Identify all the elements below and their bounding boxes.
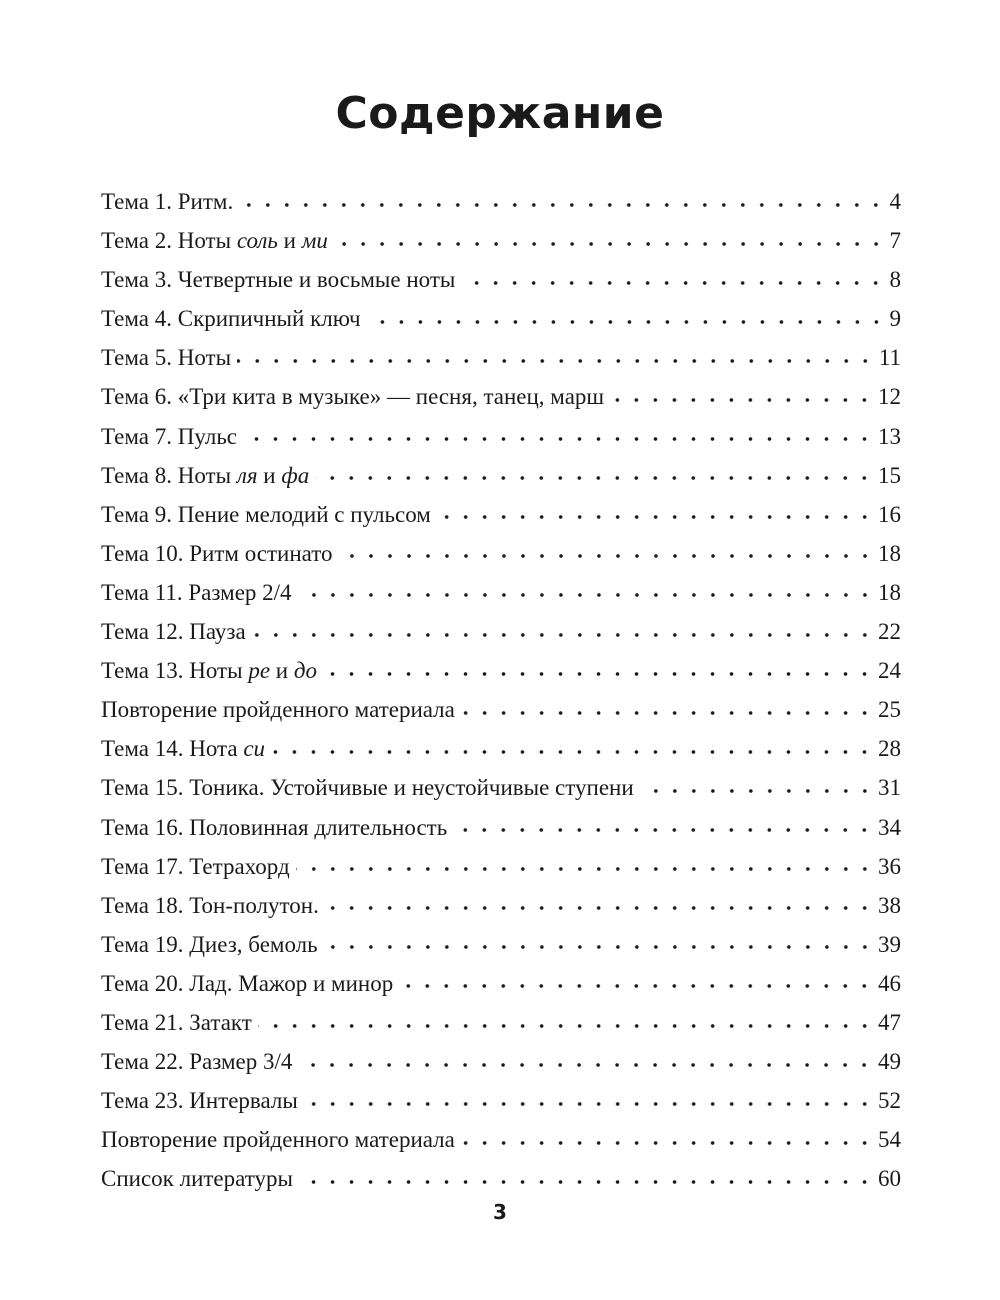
toc-entry-title-text: Тема 15. Тоника. Устойчивые и неустойчивые ступени	[101, 775, 634, 801]
toc-entry-title	[101, 299, 361, 338]
toc-entry-title-text: и	[277, 228, 302, 254]
toc-entry	[101, 221, 901, 260]
toc-entry-title	[101, 417, 237, 456]
toc-entry-title-italic: си	[243, 736, 266, 762]
toc-entry	[101, 808, 901, 847]
table-of-contents	[101, 182, 901, 1198]
toc-entry-page-number: 12	[878, 384, 901, 410]
toc-entry-page-number: 9	[889, 306, 901, 332]
toc-entry-page-number: 34	[878, 814, 901, 840]
toc-entry-title	[101, 182, 233, 221]
toc-entry	[101, 1120, 901, 1159]
dot-leader	[324, 944, 874, 950]
toc-entry-page-number: 25	[878, 697, 901, 723]
toc-entry-page-number: 31	[878, 775, 901, 801]
toc-entry-page-number: 4	[889, 189, 901, 214]
toc-entry	[101, 299, 901, 338]
toc-entry	[101, 1159, 901, 1198]
toc-entry-title-text: Тема 2. Ноты	[101, 228, 237, 254]
toc-entry-page-number: 28	[878, 736, 901, 762]
toc-entry-title-text: Повторение пройденного материала	[101, 1127, 455, 1153]
toc-entry-title-text: Тема 3. Четвертные и восьмые ноты	[101, 267, 456, 293]
dot-leader	[299, 1179, 874, 1185]
toc-entry-title-text: Тема 11. Размер 2/4	[101, 579, 292, 605]
dot-leader	[258, 1023, 874, 1029]
toc-entry-title-text: Тема 13. Ноты	[101, 658, 249, 684]
toc-entry-title-italic: ля	[236, 462, 258, 488]
toc-entry-title	[101, 1003, 252, 1042]
toc-entry-title	[101, 534, 333, 573]
dot-leader	[399, 983, 874, 989]
toc-entry-title-text: Тема 9. Пение мелодий с пульсом	[101, 501, 431, 527]
toc-entry	[101, 847, 901, 886]
toc-entry	[101, 729, 901, 768]
toc-entry	[101, 651, 901, 690]
toc-entry-title-text: Повторение пройденного материала	[101, 697, 455, 723]
toc-entry-title	[101, 1042, 292, 1081]
toc-entry	[101, 1081, 901, 1120]
toc-entry-title-text: Тема 20. Лад. Мажор и минор	[101, 970, 394, 996]
toc-entry	[101, 573, 901, 612]
toc-entry-page-number: 22	[878, 619, 901, 645]
toc-entry	[101, 768, 901, 807]
toc-entry-title	[101, 573, 292, 612]
toc-entry	[101, 925, 901, 964]
toc-entry-title-italic: ре	[248, 658, 271, 684]
toc-entry-title-text: Тема 17. Тетрахорд	[101, 853, 290, 879]
toc-entry-title	[101, 221, 328, 260]
toc-entry-title-text: Тема 12. Пауза	[101, 619, 246, 645]
dot-leader	[334, 241, 886, 247]
toc-entry-title-text: Тема 8. Ноты	[101, 462, 237, 488]
dot-leader	[243, 436, 874, 442]
toc-entry	[101, 964, 901, 1003]
toc-entry-page-number: 8	[889, 267, 901, 293]
dot-leader	[453, 827, 874, 833]
dot-leader	[252, 632, 874, 638]
toc-entry-title-text: Тема 7. Пульс	[101, 423, 238, 449]
toc-entry-title-italic: ми	[301, 228, 328, 254]
toc-entry-title	[101, 651, 317, 690]
dot-leader	[325, 905, 874, 911]
toc-entry	[101, 690, 901, 729]
toc-entry-title-text: Тема 10. Ритм остинато	[101, 540, 333, 566]
toc-entry-title	[101, 495, 431, 534]
toc-entry-title-text: Тема 5. Ноты	[101, 345, 232, 371]
page-title: Содержание	[335, 88, 665, 139]
toc-entry-title	[101, 690, 455, 729]
toc-entry-page-number: 47	[878, 1009, 901, 1035]
toc-entry-title-text: Тема 21. Затакт	[101, 1009, 252, 1035]
toc-entry-title-italic: до	[293, 658, 317, 684]
dot-leader	[315, 475, 874, 481]
toc-entry-title	[101, 768, 634, 807]
dot-leader	[437, 514, 874, 520]
toc-entry	[101, 456, 901, 495]
toc-entry-page-number: 52	[878, 1088, 901, 1114]
toc-entry-title	[101, 847, 290, 886]
dot-leader	[610, 397, 874, 403]
dot-leader	[298, 1062, 874, 1068]
toc-entry-page-number: 7	[889, 228, 901, 254]
toc-entry	[101, 495, 901, 534]
toc-entry-title-text: Тема 22. Размер 3/4	[101, 1049, 293, 1075]
toc-entry	[101, 417, 901, 456]
toc-entry-page-number: 49	[878, 1049, 901, 1075]
toc-entry-title	[101, 886, 319, 925]
toc-entry-title-text: Список литературы	[101, 1166, 293, 1192]
toc-entry-page-number: 39	[878, 931, 901, 957]
toc-entry-title	[101, 1081, 298, 1120]
toc-entry	[101, 612, 901, 651]
dot-leader	[640, 788, 874, 794]
dot-leader	[367, 319, 886, 325]
toc-entry-page-number: 54	[878, 1127, 901, 1153]
toc-entry-page-number: 36	[878, 853, 901, 879]
toc-entry	[101, 182, 901, 221]
toc-entry-title	[101, 456, 309, 495]
toc-entry	[101, 338, 901, 377]
toc-entry-title	[101, 964, 393, 1003]
toc-entry-title-text: Тема 4. Скрипичный ключ	[101, 306, 361, 332]
toc-entry-title-italic: фа	[281, 462, 310, 488]
toc-entry	[101, 377, 901, 416]
toc-entry-page-number: 24	[878, 658, 901, 684]
toc-entry-title	[101, 729, 265, 768]
toc-entry-title	[101, 612, 246, 651]
toc-entry-page-number: 46	[878, 970, 901, 996]
toc-entry-title	[101, 808, 447, 847]
toc-entry-title	[101, 1120, 455, 1159]
dot-leader	[296, 866, 874, 872]
toc-entry-title	[101, 925, 318, 964]
toc-entry	[101, 1003, 901, 1042]
toc-entry-title	[101, 260, 455, 299]
dot-leader	[239, 202, 885, 208]
toc-entry-title-text: и	[257, 462, 282, 488]
dot-leader	[461, 1140, 874, 1146]
toc-entry-title-text: и	[270, 658, 294, 684]
dot-leader	[461, 280, 885, 286]
dot-leader	[461, 710, 874, 716]
dot-leader	[298, 592, 874, 598]
toc-entry-title-text: Тема 19. Диез, бемоль	[101, 931, 318, 957]
dot-leader	[339, 553, 874, 559]
toc-entry	[101, 1042, 901, 1081]
toc-entry-page-number: 38	[878, 892, 901, 918]
toc-entry	[101, 260, 901, 299]
toc-entry-title	[101, 377, 604, 416]
toc-entry-title-italic: соль	[236, 228, 278, 254]
toc-entry-title	[101, 338, 231, 377]
toc-entry-title-text: Тема 14. Нота	[101, 736, 244, 762]
dot-leader	[271, 749, 874, 755]
toc-entry-title-text: Тема 1. Ритм.	[101, 189, 234, 214]
toc-entry-page-number: 16	[878, 501, 901, 527]
page-number: 3	[493, 1200, 507, 1224]
toc-entry-title	[101, 1159, 293, 1198]
toc-entry	[101, 534, 901, 573]
toc-entry-page-number: 18	[878, 540, 901, 566]
toc-entry-title-text: Тема 18. Тон-полутон.	[101, 892, 319, 918]
toc-entry-page-number: 15	[878, 462, 901, 488]
toc-entry-page-number: 18	[878, 579, 901, 605]
toc-entry-page-number: 11	[878, 345, 901, 371]
toc-entry-title-text: Тема 16. Половинная длительность	[101, 814, 448, 840]
dot-leader	[323, 671, 874, 677]
dot-leader	[304, 1101, 874, 1107]
toc-entry-title-text: Тема 23. Интервалы	[101, 1088, 298, 1114]
toc-entry-page-number: 60	[878, 1166, 901, 1192]
toc-entry-title-text: Тема 6. «Три кита в музыке» — песня, танец, марш	[101, 384, 605, 410]
dot-leader	[237, 358, 875, 364]
toc-entry-page-number: 13	[878, 423, 901, 449]
toc-entry	[101, 886, 901, 925]
